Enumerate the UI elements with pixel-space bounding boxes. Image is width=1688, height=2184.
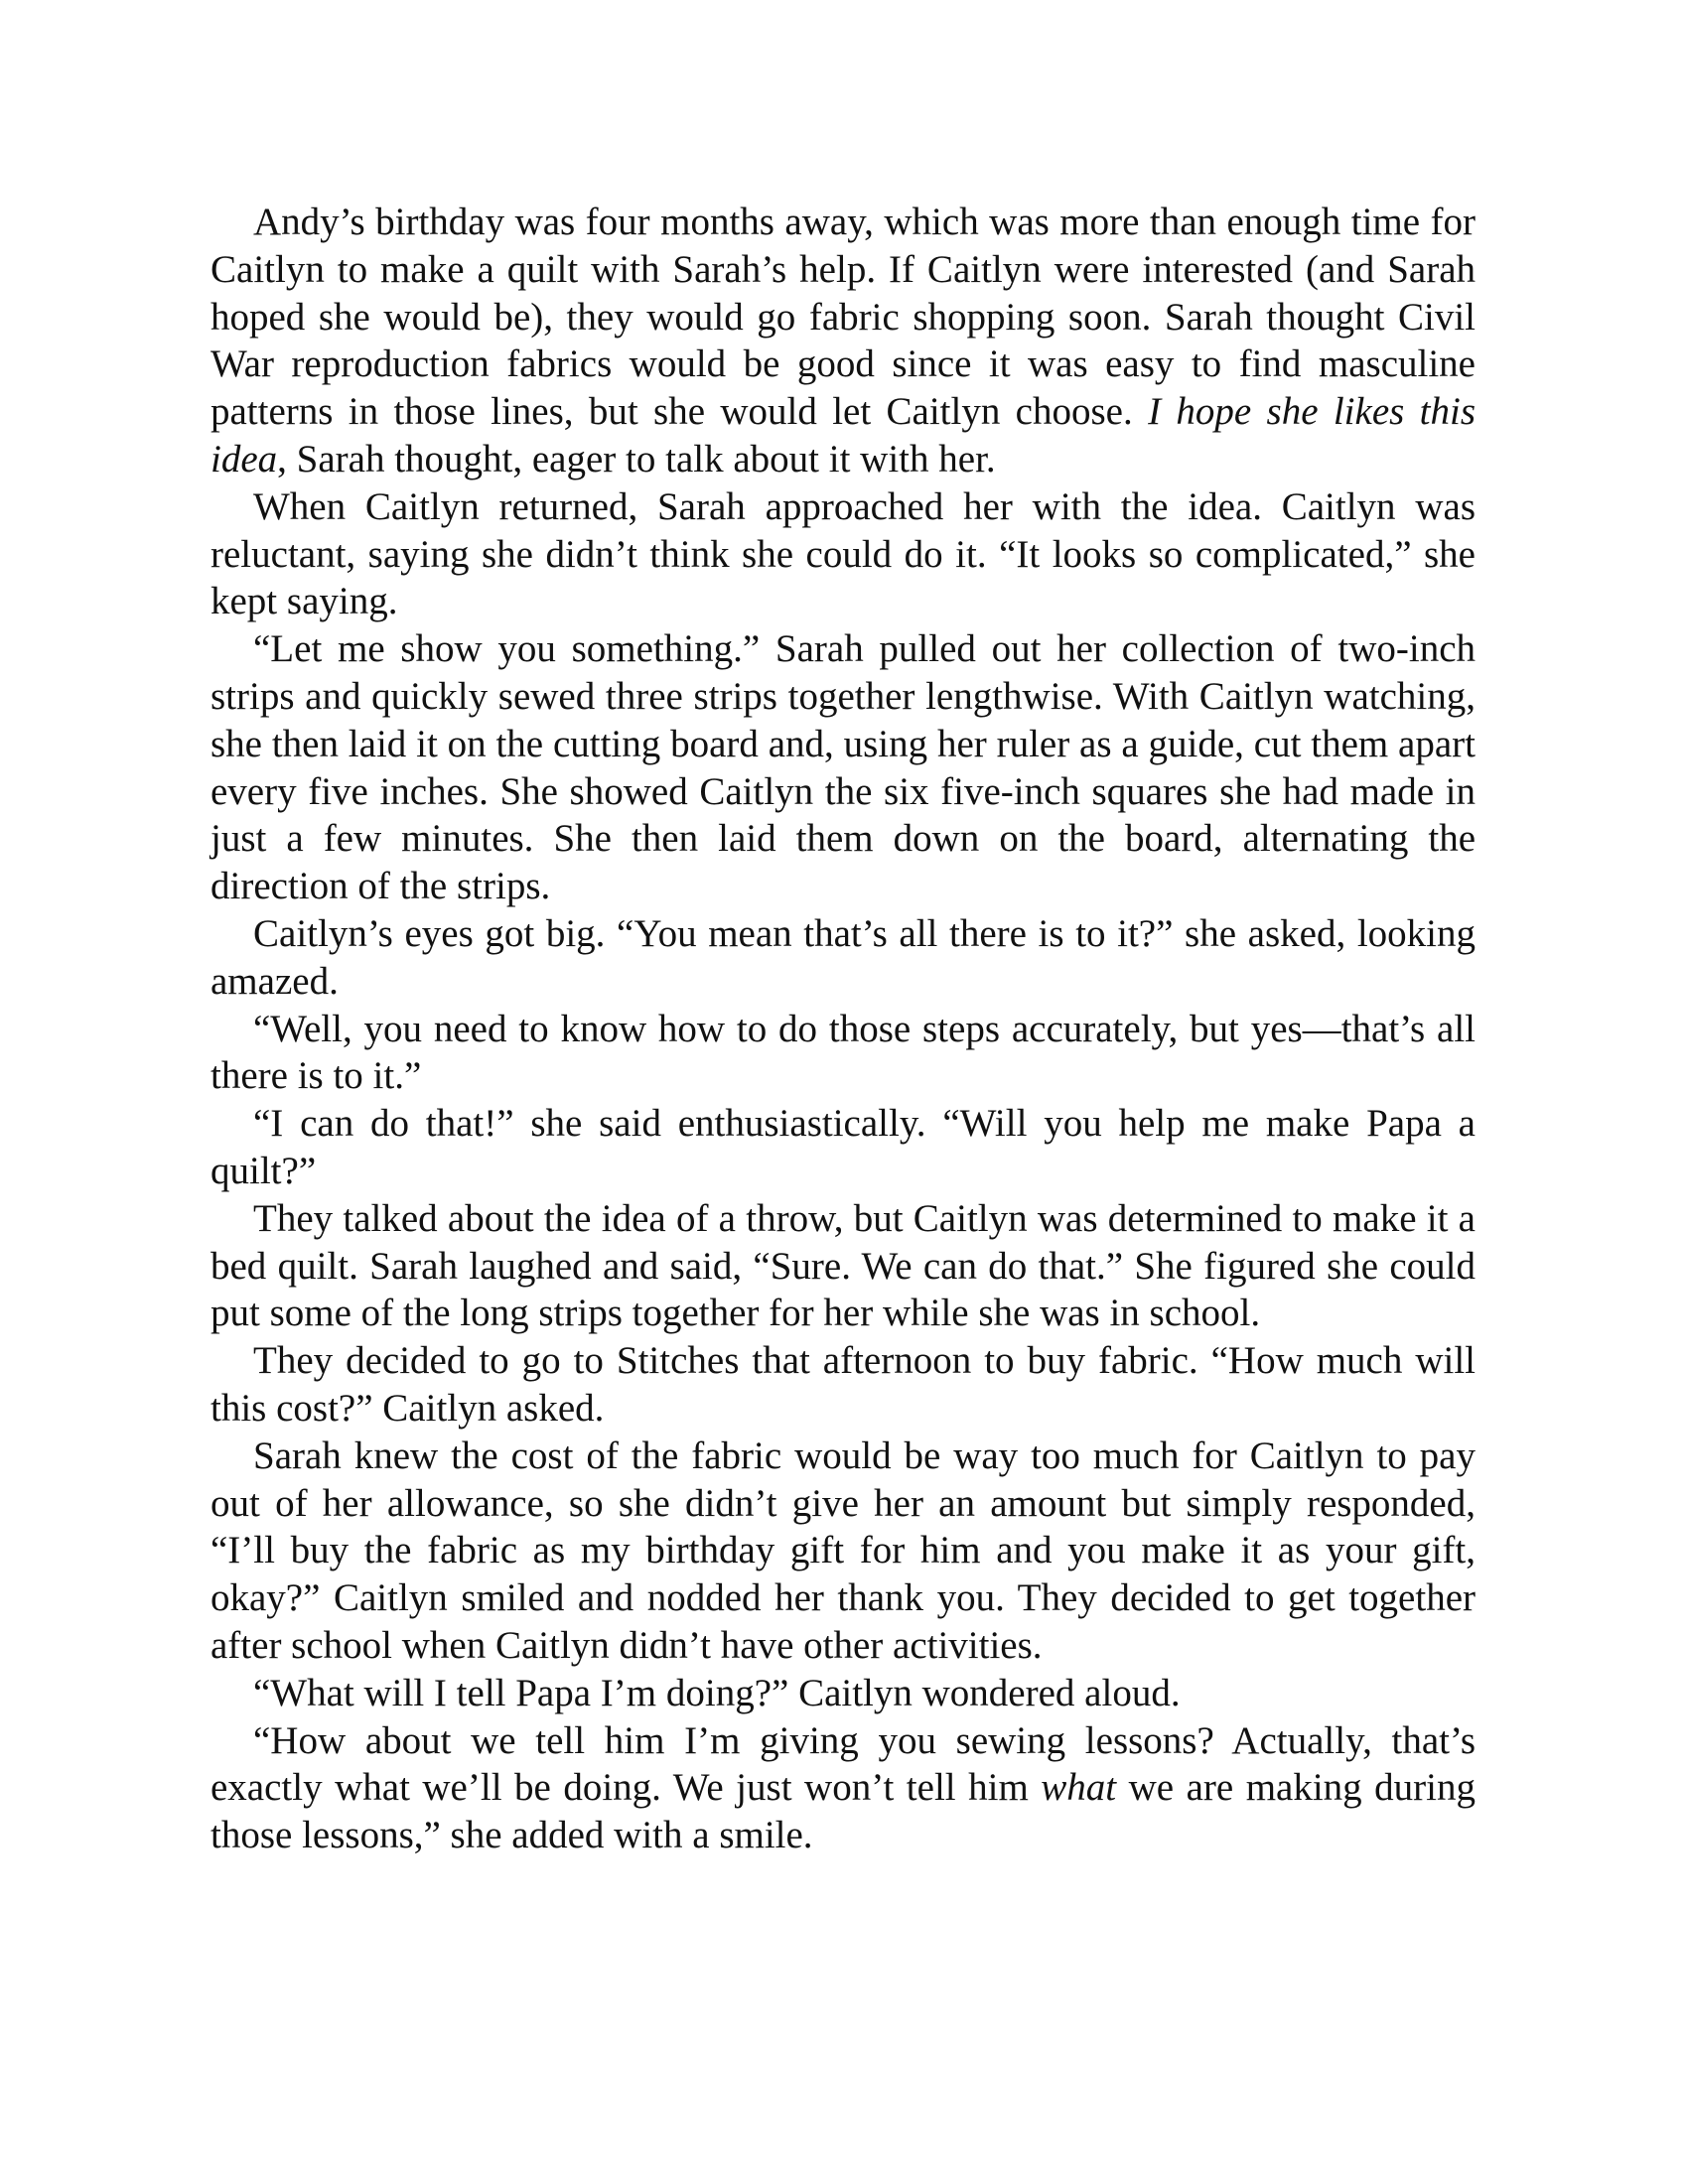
paragraph-6 <box>211 1100 1476 1195</box>
paragraph-text: “Well, you need to know how to do those steps accurately, but yes—that’s all there is to it.” <box>211 1007 1476 1098</box>
paragraph-2 <box>211 483 1476 625</box>
document-page <box>211 199 1476 1859</box>
paragraph-text: we are making during those lessons,” she added with a smile. <box>211 1766 1476 1857</box>
paragraph-8 <box>211 1337 1476 1433</box>
paragraph-11 <box>211 1717 1476 1859</box>
paragraph-text: “What will I tell Papa I’m doing?” Caitlyn wondered aloud. <box>253 1671 1181 1714</box>
italic-emphasis: what <box>1041 1766 1117 1810</box>
paragraph-7 <box>211 1195 1476 1337</box>
paragraph-text: , Sarah thought, eager to talk about it with her. <box>277 437 996 480</box>
paragraph-5 <box>211 1006 1476 1101</box>
paragraph-text: “How about we tell him I’m giving you sewing lessons? Actually, that’s exactly what we’ll be doing. We just won’t tell him <box>211 1718 1476 1810</box>
paragraph-text: Andy’s birthday was four months away, which was more than enough time for Caitlyn to make a quilt with Sarah’s help. If Caitlyn were interested (and Sarah hoped she would be), they would go fabric shopping soon. Sarah thought Civil War reproduction fabrics would be good since it was easy to find masculine patterns in those lines, but she would let Caitlyn choose. <box>211 201 1476 434</box>
paragraph-text: When Caitlyn returned, Sarah approached her with the idea. Caitlyn was reluctant, saying she didn’t think she could do it. “It looks so complicated,” she kept saying. <box>211 484 1476 623</box>
paragraph-text: “I can do that!” she said enthusiastically. “Will you help me make Papa a quilt?” <box>211 1102 1476 1192</box>
paragraph-3 <box>211 625 1476 910</box>
paragraph-1 <box>211 199 1476 483</box>
paragraph-text: They talked about the idea of a throw, but Caitlyn was determined to make it a bed quilt. Sarah laughed and said, “Sure. We can do that.” She figured she could put some of the long strips together for her while she was in school. <box>211 1196 1476 1335</box>
paragraph-4 <box>211 910 1476 1006</box>
paragraph-9 <box>211 1433 1476 1670</box>
paragraph-text: Caitlyn’s eyes got big. “You mean that’s all there is to it?” she asked, looking amazed. <box>211 911 1476 1003</box>
paragraph-text: “Let me show you something.” Sarah pulled out her collection of two-inch strips and quickly sewed three strips together lengthwise. With Caitlyn watching, she then laid it on the cutting board and, using her ruler as a guide, cut them apart every five inches. She showed Caitlyn the six five-inch squares she had made in just a few minutes. She then laid them down on the board, alternating the direction of the strips. <box>211 627 1476 908</box>
paragraph-10 <box>211 1670 1476 1717</box>
italic-thought: I hope she likes this idea <box>211 390 1477 480</box>
paragraph-text: They decided to go to Stitches that afternoon to buy fabric. “How much will this cost?” Caitlyn asked. <box>211 1339 1476 1430</box>
paragraph-text: Sarah knew the cost of the fabric would be way too much for Caitlyn to pay out of her allowance, so she didn’t give her an amount but simply responded, “I’ll buy the fabric as my birthday gift for him and you make it as your gift, okay?” Caitlyn smiled and nodded her thank you. They decided to get together after school when Caitlyn didn’t have other activities. <box>211 1433 1476 1667</box>
